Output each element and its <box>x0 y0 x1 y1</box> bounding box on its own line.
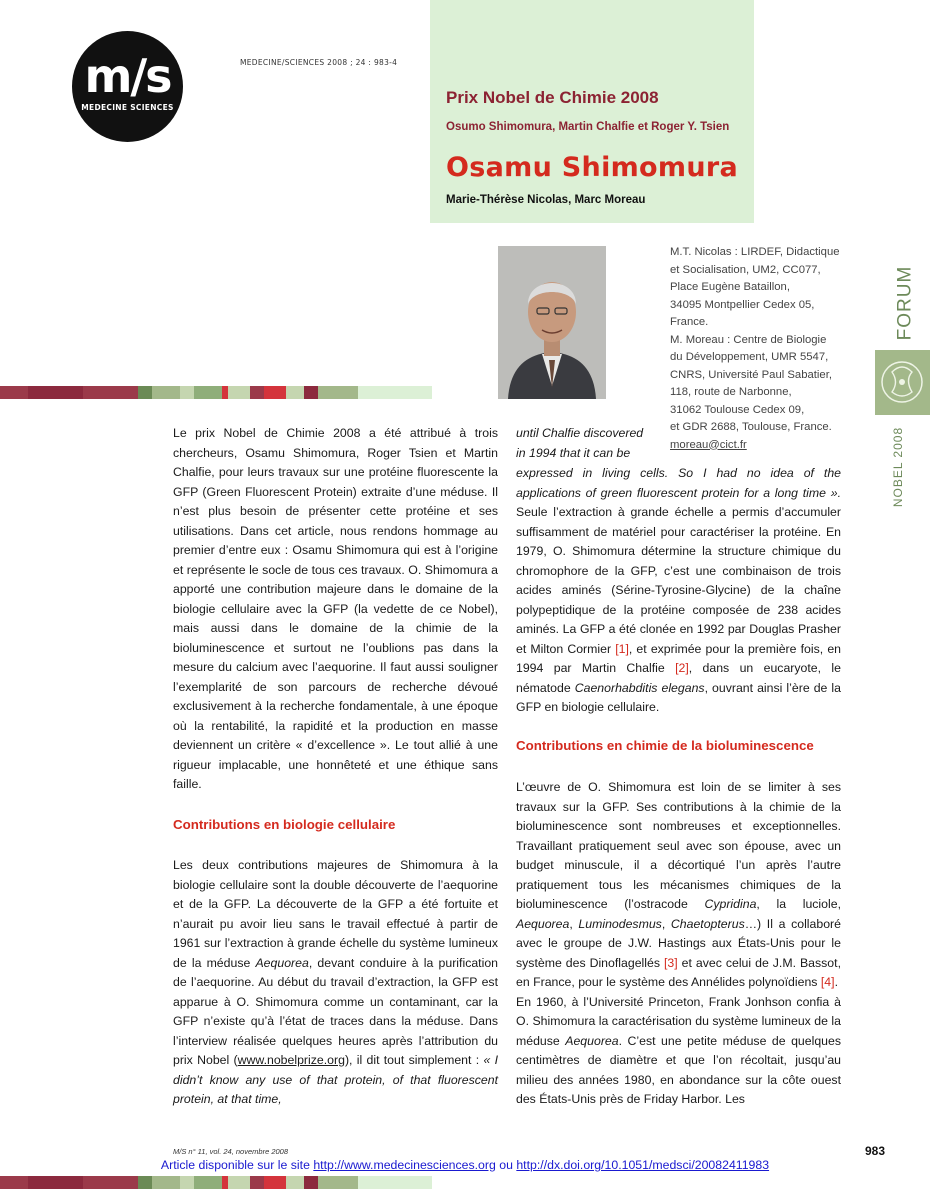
chemistry-paragraph: L’œuvre de O. Shimomura est loin de se limiter à ses travaux sur la GFP. Ses contributions à la chimie de la bioluminescence sont nombreuses et exceptionnelles. Travaillant pratiquement seul avec son épouse, avec un budget minuscule, il a décortiqué l’un après l’autre pratiquement tous les mécanismes chimiques de la bioluminescence (l’ostracode Cypridina, la luciole, Aequorea, Luminodesmus, Chaetopterus…) Il a collaboré avec le groupe de J.W. Hastings aux États-Unis pour le système des Dinoflagellés [3] et avec celui de J.M. Bassot, en France, pour le système des Annélides polynoïdiens [4]. <box>516 780 841 989</box>
reference-link[interactable]: [4] <box>820 975 835 989</box>
text-span: , la luciole, <box>756 897 841 911</box>
affiliation-line: du Développement, UMR 5547, <box>670 351 829 363</box>
quote-text: « I didn’t know any use of that protein, of that fluorescent protein, at that time, <box>173 1053 498 1106</box>
reference-link[interactable]: [1] <box>615 641 629 656</box>
left-column-intro <box>173 424 498 795</box>
section-heading-chemistry: Contributions en chimie de la bioluminescence <box>516 738 814 753</box>
logo-mark: m/s <box>84 49 171 103</box>
text-span: et avec celui de J.M. Bassot, en France, pour le système des Annélides polynoïdiens <box>516 955 841 989</box>
doi-link[interactable]: http://dx.doi.org/10.1051/medsci/20082411983 <box>516 1158 770 1172</box>
affiliation-line: France. <box>670 316 709 328</box>
text-span: Seule l’extraction à grande échelle a permis d’accumuler suffisamment de matériel pour caractériser la protéine. En 1979, O. Shimomura détermine la structure chimique du chromophore de la GFP, c’est une combinaison de trois acides aminés (Sérine-Tyrosine-Glycine) de la chaîne polypeptidique de la protéine composée de 238 acides aminés. La GFP a été clonée en 1992 par Douglas Prasher et Milton Cormier <box>516 505 841 656</box>
text-span: L’œuvre de O. Shimomura est loin de se limiter à ses travaux sur la GFP. Ses contributions à la chimie de la bioluminescence sont nombreuses et exceptionnelles. Travaillant pratiquement seul avec son épouse, avec un budget minuscule, il a décortiqué l’un après l’autre pratiquement tous les mécanismes chimiques de la bioluminescence (l’ostracode <box>516 780 841 911</box>
species-name: Luminodesmus <box>578 916 662 931</box>
princeton-paragraph <box>516 993 841 1110</box>
species-name: Aequorea <box>565 1033 619 1048</box>
color-strip-top <box>0 386 432 399</box>
reference-link[interactable]: [3] <box>663 955 678 970</box>
availability-line <box>0 1158 930 1172</box>
affiliation-line: et Socialisation, UM2, CC077, <box>670 263 821 276</box>
availability-prefix: Article disponible sur le site <box>160 1158 314 1172</box>
text-span: …) Il a collaboré avec le groupe de J.W. Hastings aux États-Unis pour le système des Dinoflagellés <box>516 916 841 970</box>
portrait-photo <box>498 246 606 399</box>
text-span: , ouvrant ainsi l’ère de la GFP en biologie cellulaire. <box>516 680 841 714</box>
reference-link[interactable]: [2] <box>675 661 689 675</box>
header-panel <box>430 0 754 223</box>
laureates-line: Osumo Shimomura, Martin Chalfie et Roger Y. Tsien <box>446 121 730 133</box>
nobel-year-text: NOBEL 2008 <box>891 426 906 508</box>
site-link[interactable]: http://www.medecinesciences.org <box>313 1158 496 1172</box>
prize-title: Prix Nobel de Chimie 2008 <box>446 88 659 107</box>
right-column-quote-start: until Chalfie discovered in 1994 that it can be <box>516 426 644 460</box>
affiliations <box>670 244 845 454</box>
journal-reference: MEDECINE/SCIENCES 2008 ; 24 : 983-4 <box>240 58 398 67</box>
affiliation-line: M. Moreau : Centre de Biologie <box>670 333 827 346</box>
gfp-paragraph <box>516 464 841 718</box>
email-link[interactable]: moreau@cict.fr <box>670 438 747 451</box>
footer-issue-ref: M/S n° 11, vol. 24, novembre 2008 <box>173 1147 289 1156</box>
forum-side-label <box>880 265 926 341</box>
affiliation-line: M.T. Nicolas : LIRDEF, Didactique <box>670 246 840 258</box>
species-name: Aequorea <box>516 916 570 931</box>
color-strip-bottom <box>0 1176 432 1189</box>
nobel-emblem-icon <box>875 350 930 415</box>
species-name: Cypridina <box>704 897 757 911</box>
left-column-biology <box>173 856 498 1110</box>
right-column-gfp <box>516 464 841 718</box>
section-heading-biology: Contributions en biologie cellulaire <box>173 817 396 832</box>
affiliation-line: 34095 Montpellier Cedex 05, <box>670 298 815 311</box>
species-name: Caenorhabditis elegans <box>574 680 705 695</box>
availability-middle: ou <box>495 1158 517 1172</box>
nobel-side-label <box>880 428 926 508</box>
text-span: , et exprimée pour la première fois, en 1994 par Martin Chalfie <box>516 641 841 675</box>
affiliation-line: 31062 Toulouse Cedex 09, <box>670 403 805 416</box>
species-name: Chaetopterus <box>670 916 745 931</box>
nobelprize-link[interactable]: www.nobelprize.org <box>237 1053 345 1067</box>
logo-subtitle: MEDECINE SCIENCES <box>81 103 174 112</box>
species-name: Aequorea <box>255 955 309 970</box>
forum-text: FORUM <box>894 265 916 341</box>
biology-paragraph <box>173 856 498 1110</box>
text-span: En 1960, à l’Université Princeton, Frank Jonhson confia à O. Shimomura la caractérisation du système lumineux de la méduse <box>516 994 841 1048</box>
affiliation-line: 118, route de Narbonne, <box>670 386 792 398</box>
right-column-chemistry <box>516 778 841 1110</box>
page-number: 983 <box>865 1144 886 1158</box>
text-span: . C’est une petite méduse de quelques centimètres de diamètre et que l’on récoltait, jusqu’au milieu des années 1980, en abondance sur la côte ouest des États-Unis près de Friday Harbor. Les <box>516 1033 842 1106</box>
intro-paragraph: Le prix Nobel de Chimie 2008 a été attribué à trois chercheurs, Osamu Shimomura, Roger Tsien et Martin Chalfie, pour leurs travaux sur une protéine fluorescente la GFP (Green Fluorescent Protein) extraite d’une méduse. Il n’est plus besoin de présenter cette protéine et ses utilisations. Dans cet article, nous rendons hommage au premier d’entre eux : Osamu Shimomura qui est à l’origine et représente le socle de tous ces travaux. O. Shimomura a apporté une contribution majeure dans le domaine de la biologie cellulaire avec la GFP (la vedette de ce Nobel), mais aussi dans le domaine de la chimie de la bioluminescence et surtout ne l’oublions pas dans la mesure du calcium avec l’aequorine. Il faut aussi souligner l’exemplarité de son parcours de recherche dévoué exclusivement à la recherche fondamentale, à une époque où la rentabilité, la rapidité et la production en masse deviennent un critère « d’excellence ». Le tout allié à une rigueur implacable, une honnêteté et une éthique sans faille. <box>173 426 498 791</box>
affiliation-line: Place Eugène Bataillon, <box>670 281 790 293</box>
text-span: ), il dit tout simplement : <box>344 1053 484 1067</box>
article-title: Osamu Shimomura <box>446 152 738 183</box>
text-span: , devant conduire à la purification de l’aequorine. Au début du travail d’extraction, la GFP est apparue à O. Shimomura comme un contaminant, car la GFP n’existe qu’à l’état de traces dans la méduse. Dans l’interview réalisée quelques heures après l’attribution du prix Nobel ( <box>173 955 499 1067</box>
quote-text: expressed in living cells. So I had no idea of the applications of green fluorescent protein for a long time ». <box>516 466 841 500</box>
text-span: Les deux contributions majeures de Shimomura à la biologie cellulaire sont la double découverte de l’aequorine et de la GFP. La découverte de la GFP a été fortuite et n’aurait pu avoir lieu sans le travail effectué à partir de 1961 sur l’extraction à grande échelle du système lumineux de la méduse <box>173 858 498 970</box>
text-span: , dans un eucaryote, le nématode <box>516 661 841 695</box>
affiliation-line: CNRS, Université Paul Sabatier, <box>670 368 832 381</box>
journal-logo <box>72 31 183 142</box>
authors-line: Marie-Thérèse Nicolas, Marc Moreau <box>446 194 646 206</box>
affiliation-line: et GDR 2688, Toulouse, France. <box>670 421 832 433</box>
